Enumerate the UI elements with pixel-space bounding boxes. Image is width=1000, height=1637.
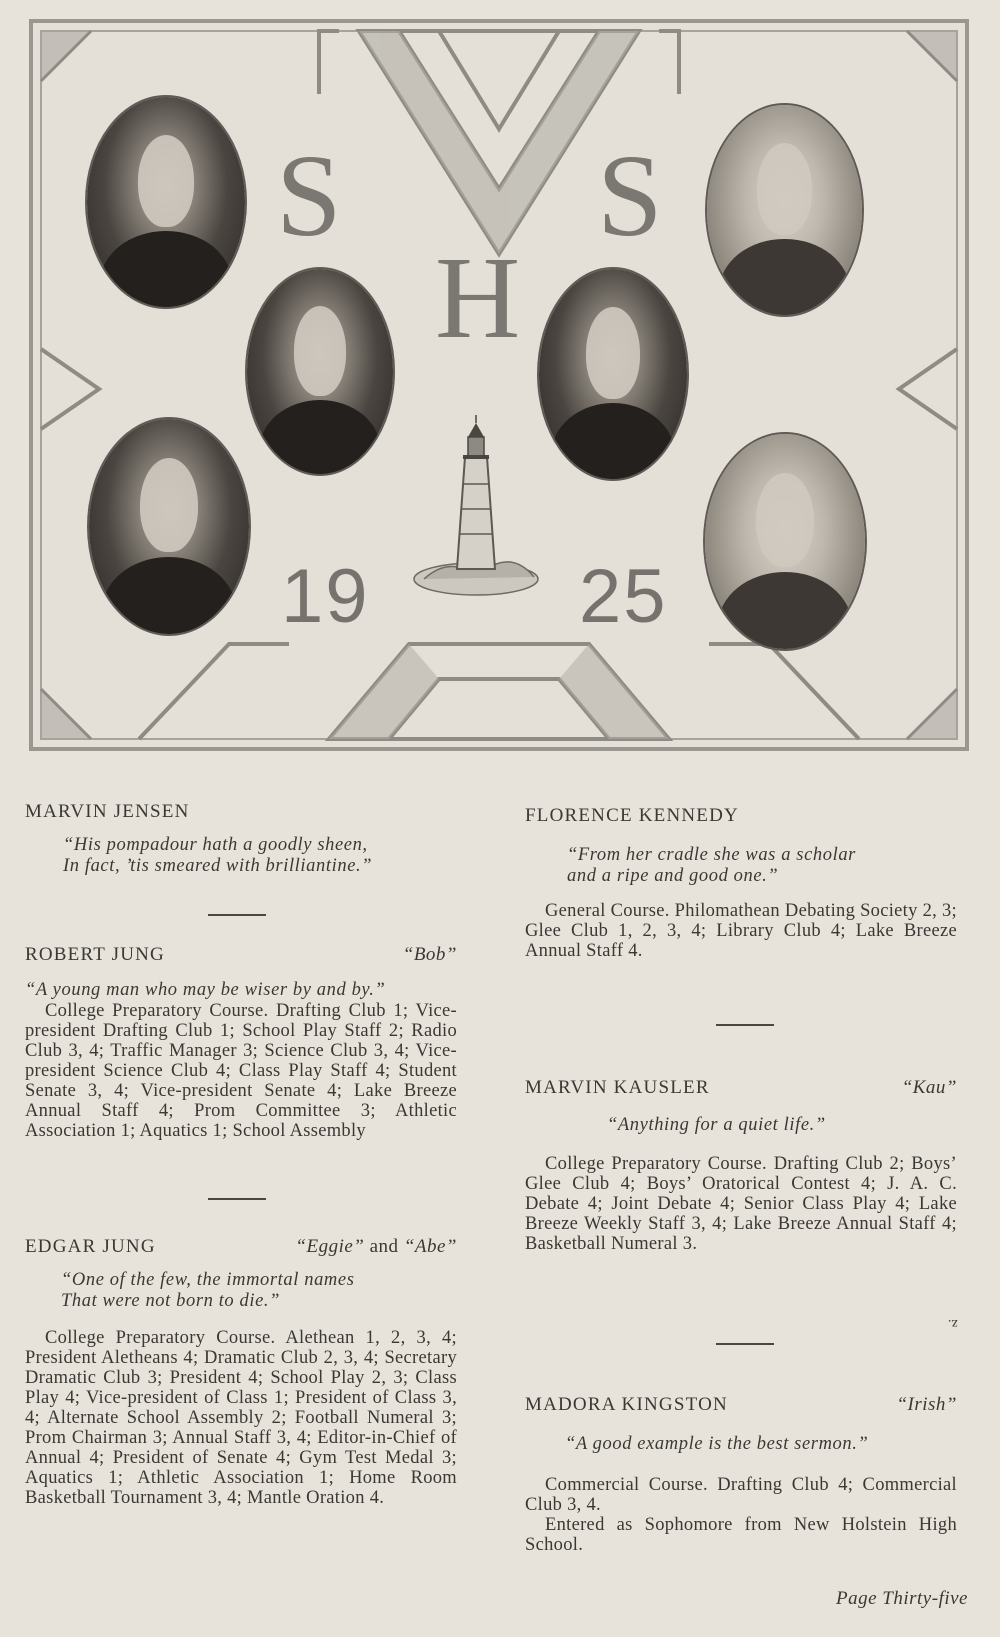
entry-name: FLORENCE KENNEDY	[525, 805, 739, 826]
entry-nickname	[295, 1236, 457, 1258]
entry-edgar-jung	[25, 1236, 457, 1508]
entry-madora-kingston	[525, 1394, 957, 1555]
stray-mark: z.	[948, 1316, 958, 1331]
portrait-edgar-jung	[89, 419, 249, 634]
portrait-robert-jung	[247, 269, 393, 474]
entry-quote: “A good example is the best sermon.”	[565, 1434, 869, 1454]
nickname-and: and	[369, 1236, 399, 1257]
entry-bio: College Preparatory Course. Drafting Club 2; Boys’ Glee Club 4; Boys’ Oratorical Contest 4; J. A. C. Debate 4; Joint Debate 4; Senior Class Play 4; Lake Breeze Weekly Staff 3, 4; Lake Breeze Annual Staff 4; Basketball Numeral 3.	[525, 1154, 957, 1254]
page-number: Page Thirty-five	[836, 1588, 968, 1609]
entry-bio: General Course. Philomathean Debating Society 2, 3; Glee Club 1, 2, 3, 4; Library Club 4; Lake Breeze Annual Staff 4.	[525, 901, 957, 961]
monogram-letter-s-right: S	[597, 130, 663, 261]
divider-rule	[716, 1024, 774, 1026]
monogram-letter-s-left: S	[276, 130, 342, 261]
portrait-marvin-jensen	[87, 97, 245, 307]
header-art-panel	[29, 19, 969, 751]
monogram-letter-h: H	[435, 232, 521, 363]
entry-bio: College Preparatory Course. Drafting Club 1; Vice-president Drafting Club 1; School Play Staff 2; Radio Club 3, 4; Traffic Manager 3; Science Club 3, 4; Vice-president Science Club 4; Class Play Staff 4; Student Senate 3, 4; Vice-president Senate 4; Lake Breeze Annual Staff 4; Prom Committee 3; Athletic Association 1; Aquatics 1; School Assembly	[25, 1001, 457, 1141]
year-right: 25	[579, 554, 668, 639]
entry-marvin-jensen	[25, 801, 457, 877]
entry-name: MARVIN KAUSLER	[525, 1077, 710, 1098]
entry-florence-kennedy	[525, 805, 957, 961]
portrait-madora-kingston	[705, 434, 865, 649]
entry-bio: College Preparatory Course. Alethean 1, 2, 3, 4; President Aletheans 4; Dramatic Club 2, 3, 4; Secretary Dramatic Club 3; President 4; School Play 2, 3; Class Play 4; Vice-president of Class 1; President of Class 3, 4; Alternate School Assembly 2; Football Numeral 3; Prom Chairman 3; Annual Staff 3, 4; Editor-in-Chief of Annual 4; President of Senate 4; Gym Test Medal 3; Aquatics 1; Athletic Association 1; Home Room Basketball Tournament 3, 4; Mantle Oration 4.	[25, 1328, 457, 1508]
entry-name: MADORA KINGSTON	[525, 1394, 728, 1415]
nickname-abe: “Abe”	[403, 1236, 457, 1257]
nickname-eggie: “Eggie”	[295, 1236, 365, 1257]
entry-quote: “One of the few, the immortal names That were not born to die.”	[61, 1270, 355, 1311]
divider-rule	[208, 914, 266, 916]
portrait-florence-kennedy	[707, 105, 862, 315]
entry-marvin-kausler	[525, 1077, 957, 1254]
entry-name: EDGAR JUNG	[25, 1236, 156, 1257]
portrait-marvin-kausler	[539, 269, 687, 479]
entry-quote: “From her cradle she was a scholar and a ripe and good one.”	[567, 845, 856, 886]
entry-name: ROBERT JUNG	[25, 944, 165, 965]
entry-nickname: “Bob”	[402, 944, 457, 965]
divider-rule	[716, 1343, 774, 1345]
entry-nickname: “Irish”	[896, 1394, 957, 1415]
entry-quote: “His pompadour hath a goodly sheen, In fact, ’tis smeared with brilliantine.”	[63, 835, 373, 876]
entry-nickname: “Kau”	[901, 1077, 957, 1098]
year-left: 19	[281, 554, 370, 639]
entry-bio-additional: Entered as Sophomore from New Holstein High School.	[525, 1515, 957, 1555]
entry-name: MARVIN JENSEN	[25, 801, 190, 822]
entry-quote: “Anything for a quiet life.”	[607, 1115, 826, 1135]
entry-quote: “A young man who may be wiser by and by.”	[25, 980, 386, 1000]
entry-bio: Commercial Course. Drafting Club 4; Commercial Club 3, 4.	[525, 1475, 957, 1515]
entry-robert-jung	[25, 944, 457, 1141]
divider-rule	[208, 1198, 266, 1200]
